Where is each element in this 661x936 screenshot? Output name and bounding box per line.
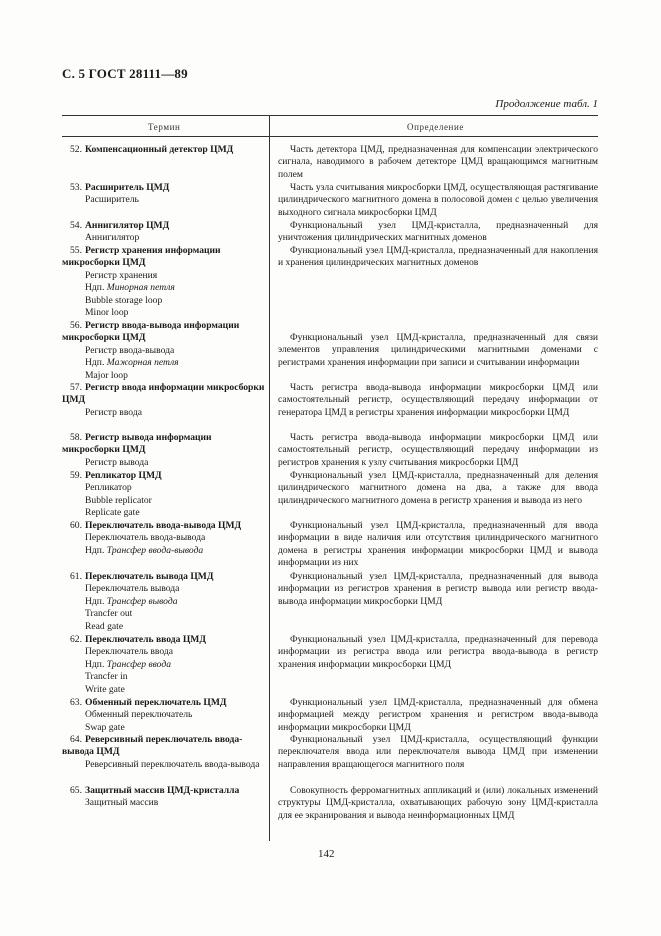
synonym-prefix: Ндп. bbox=[85, 282, 107, 294]
term-cell bbox=[62, 432, 267, 469]
term-cell bbox=[62, 320, 267, 382]
term-name: Компенсационный детектор ЦМД bbox=[85, 144, 234, 155]
definition-text: Функциональный узел ЦМД-кристалла, предназначенный для ввода информации в виде наличия или отсутствия цилиндрического магнитного домена в регистры хранения информации микросборки ЦМД и вывода информации из них bbox=[278, 520, 598, 569]
definition-cell bbox=[278, 432, 598, 469]
term-synonym: Регистр вывода bbox=[85, 456, 149, 468]
term-number: 60. bbox=[70, 520, 82, 531]
definition-cell bbox=[278, 382, 598, 419]
term-synonym bbox=[62, 659, 267, 671]
term-cell bbox=[62, 697, 267, 734]
term-cell bbox=[62, 144, 267, 156]
table-header-rule bbox=[62, 136, 598, 137]
term-synonym: Bubble storage loop bbox=[85, 294, 163, 306]
term-cell bbox=[62, 470, 267, 520]
term-synonym: Переключатель ввода bbox=[85, 646, 173, 658]
definition-text: Совокупность ферромагнитных аппликаций и (или) локальных изменений структуры ЦМД-кристалла, охватывающих рабочую зону ЦМД-кристалла для ее экранирования и вывода неинформационных ЦМД bbox=[278, 785, 598, 821]
definition-cell bbox=[278, 571, 598, 608]
definition-cell bbox=[278, 220, 598, 245]
term-name: Реверсивный переключатель ввода-вывода ЦМД bbox=[62, 734, 243, 758]
term-synonym: Переключатель вывода bbox=[85, 583, 180, 595]
definition-text: Функциональный узел ЦМД-кристалла, предназначенный для вывода информации из регистров хранения в регистр вывода или регистр ввода-вывода информации микросборки ЦМД bbox=[278, 571, 598, 607]
synonym-text: Мажорная петля bbox=[106, 357, 179, 369]
term-synonym: Переключатель ввода-вывода bbox=[85, 532, 206, 544]
term-synonym bbox=[62, 357, 267, 369]
term-synonym: Bubble replicator bbox=[85, 494, 152, 506]
term-cell bbox=[62, 520, 267, 557]
synonym-prefix: Ндп. bbox=[85, 658, 107, 670]
synonym-text: Трансфер ввода-вывода bbox=[106, 544, 204, 556]
page-header: С. 5 ГОСТ 28111—89 bbox=[62, 66, 188, 81]
term-synonym: Trancfer out bbox=[85, 608, 133, 620]
definition-text: Функциональный узел ЦМД-кристалла, предназначенный для обмена информацией между регистром хранения и регистром ввода-вывода информации микросборки ЦМД bbox=[278, 697, 598, 733]
term-synonym: Write gate bbox=[85, 683, 125, 695]
term-number: 62. bbox=[70, 634, 82, 645]
definition-text: Функциональный узел ЦМД-кристалла, осуществляющий функции переключателя ввода или переключателя вывода ЦМД при изменении направления вращающегося магнитного поля bbox=[278, 734, 598, 770]
continuation-label: Продолжение табл. 1 bbox=[495, 98, 598, 110]
definition-text: Часть детектора ЦМД, предназначенная для компенсации электрического сигнала, наводимого в рабочем детекторе ЦМД вращающимся магнитным полем bbox=[278, 144, 598, 180]
term-number: 58. bbox=[70, 432, 82, 443]
term-number: 54. bbox=[70, 220, 82, 231]
table-header-term: Термин bbox=[148, 122, 181, 132]
term-synonym: Защитный массив bbox=[85, 797, 159, 809]
table-header-definition: Определение bbox=[407, 122, 464, 132]
page-number: 142 bbox=[318, 848, 335, 860]
term-synonym bbox=[62, 596, 267, 608]
term-name: Переключатель вывода ЦМД bbox=[85, 571, 214, 582]
term-synonym: Обменный переключатель bbox=[85, 709, 193, 721]
definition-cell bbox=[278, 520, 598, 570]
term-name: Регистр ввода информации микросборки ЦМД bbox=[62, 382, 265, 406]
term-synonym: Реверсивный переключатель ввода-вывода bbox=[85, 758, 260, 770]
term-synonym: Major loop bbox=[85, 369, 128, 381]
definition-text: Функциональный узел ЦМД-кристалла, предназначенный для связи элементов управления цилиндрическими магнитными доменами с регистрами хранения информации при записи и считывании информации bbox=[278, 332, 598, 368]
term-cell bbox=[62, 220, 267, 245]
synonym-prefix: Ндп. bbox=[85, 595, 107, 607]
synonym-prefix: Ндп. bbox=[85, 357, 107, 369]
definition-cell bbox=[278, 470, 598, 507]
definition-text: Часть регистра ввода-вывода информации микросборки ЦМД или самостоятельный регистр, осуществляющий передачу информации от генератора ЦМД в регистры хранения информации микросборки ЦМД bbox=[278, 382, 598, 418]
term-number: 57. bbox=[70, 382, 82, 393]
definition-cell bbox=[278, 182, 598, 219]
definition-text: Функциональный узел ЦМД-кристалла, предназначенный для перевода информации из регистра ввода или регистра ввода-вывода в регистр хранения информации микросборки ЦМД bbox=[278, 634, 598, 670]
term-number: 64. bbox=[70, 734, 82, 745]
synonym-prefix: Ндп. bbox=[85, 544, 107, 556]
definition-cell bbox=[278, 245, 598, 270]
term-name: Защитный массив ЦМД-кристалла bbox=[85, 785, 240, 796]
definition-cell bbox=[278, 785, 598, 822]
definition-text: Функциональный узел ЦМД-кристалла, предназначенный для деления цилиндрического магнитного домена на два, а также для ввода цилиндрического магнитного домена в регистр хранения и вывода из него bbox=[278, 470, 598, 506]
term-synonym bbox=[62, 282, 267, 294]
definition-cell bbox=[278, 734, 598, 771]
term-synonym: Read gate bbox=[85, 620, 124, 632]
term-synonym: Регистр ввода bbox=[85, 406, 142, 418]
table-top-rule bbox=[62, 115, 598, 116]
term-name: Расширитель ЦМД bbox=[85, 182, 170, 193]
term-name: Переключатель ввода-вывода ЦМД bbox=[85, 520, 242, 531]
term-cell bbox=[62, 245, 267, 319]
term-number: 52. bbox=[70, 144, 82, 155]
term-synonym: Trancfer in bbox=[85, 671, 128, 683]
synonym-text: Минорная петля bbox=[106, 282, 175, 294]
term-number: 61. bbox=[70, 571, 82, 582]
term-synonym: Replicate gate bbox=[85, 507, 140, 519]
term-name: Обменный переключатель ЦМД bbox=[85, 697, 227, 708]
term-name: Аннигилятор ЦМД bbox=[85, 220, 170, 231]
term-name: Регистр ввода-вывода информации микросборки ЦМД bbox=[62, 320, 240, 344]
definition-text: Функциональный узел ЦМД-кристалла, предназначенный для уничтожения цилиндрических магнитных доменов bbox=[278, 220, 598, 244]
term-name: Переключатель ввода ЦМД bbox=[85, 634, 206, 645]
term-number: 53. bbox=[70, 182, 82, 193]
definition-cell bbox=[278, 697, 598, 734]
definition-cell bbox=[278, 332, 598, 369]
term-synonym: Minor loop bbox=[85, 307, 129, 319]
term-name: Регистр хранения информации микросборки ЦМД bbox=[62, 245, 221, 269]
term-number: 63. bbox=[70, 697, 82, 708]
term-number: 65. bbox=[70, 785, 82, 796]
definition-text: Функциональный узел ЦМД-кристалла, предназначенный для накопления и хранения цилиндрических магнитных доменов bbox=[278, 245, 598, 269]
term-synonym: Репликатор bbox=[85, 482, 132, 494]
synonym-text: Трансфер ввода bbox=[106, 658, 172, 670]
definition-text: Часть узла считывания микросборки ЦМД, осуществляющая растягивание цилиндрического магнитного домена в полосовой домен с целью увеличения выходного сигнала микросборки ЦМД bbox=[278, 182, 598, 218]
definition-text: Часть регистра ввода-вывода информации микросборки ЦМД или самостоятельный регистр, осуществляющий передачу информации из регистров хранения к узлу считывания микросборки ЦМД bbox=[278, 432, 598, 468]
term-cell bbox=[62, 182, 267, 207]
term-cell bbox=[62, 571, 267, 633]
term-name: Регистр вывода информации микросборки ЦМД bbox=[62, 432, 212, 456]
term-synonym: Расширитель bbox=[85, 194, 139, 206]
term-number: 59. bbox=[70, 470, 82, 481]
term-synonym: Аннигилятор bbox=[85, 232, 140, 244]
term-synonym: Регистр хранения bbox=[85, 269, 158, 281]
term-cell bbox=[62, 382, 267, 419]
term-number: 55. bbox=[70, 245, 82, 256]
term-cell bbox=[62, 634, 267, 696]
table-column-divider bbox=[269, 115, 270, 841]
term-name: Репликатор ЦМД bbox=[85, 470, 162, 481]
term-synonym: Регистр ввода-вывода bbox=[85, 344, 175, 356]
synonym-text: Трансфер вывода bbox=[106, 595, 178, 607]
term-synonym bbox=[62, 545, 267, 557]
definition-cell bbox=[278, 634, 598, 671]
term-synonym: Swap gate bbox=[85, 721, 125, 733]
term-cell bbox=[62, 734, 267, 771]
term-cell bbox=[62, 785, 267, 810]
term-number: 56. bbox=[70, 320, 82, 331]
definition-cell bbox=[278, 144, 598, 181]
